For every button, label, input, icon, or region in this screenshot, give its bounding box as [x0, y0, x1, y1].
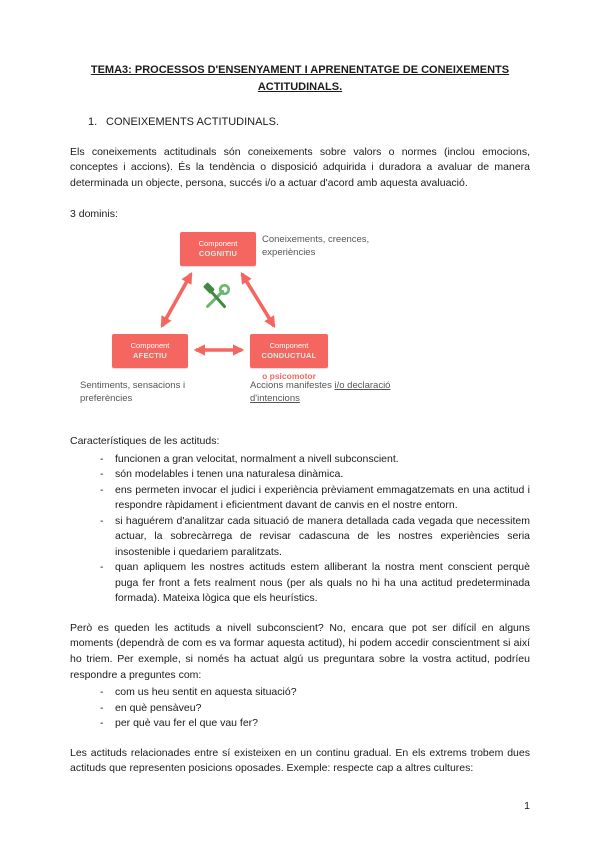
behavioral-label-plain: Accions manifestes [250, 380, 335, 392]
document-title-line1: TEMA3: PROCESSOS D'ENSENYAMENT I APRENENTATGE DE CONEIXEMENTS [90, 64, 510, 76]
list-item-text: si haguérem d'analitzar cada situació de manera detallada cada vegada que necessitem actuar, la sobrecàrrega de revisar cadascuna de les nostres experiències seria insostenible i quedariem paralitzats. [115, 514, 530, 558]
document-title-line2: ACTITUDINALS. [257, 80, 343, 93]
list-item-text: com us heu sentit en aquesta situació? [115, 686, 297, 699]
component-cognitive-line1: Component [198, 239, 238, 249]
affective-label: Sentiments, sensacions i preferències [80, 380, 186, 404]
bullet-marker: - [100, 468, 104, 481]
tools-icon [200, 282, 232, 314]
list-item [70, 716, 530, 732]
component-cognitive-box [180, 232, 256, 266]
list-item [70, 560, 530, 607]
list-item-text: funcionen a gran velocitat, normalment a nivell subconscient. [115, 452, 399, 465]
behavioral-label-underlined: i/o declaració d'intencions [250, 380, 391, 404]
questions-list [70, 685, 530, 732]
component-affective-box [112, 334, 188, 368]
attitude-components-diagram [70, 230, 530, 412]
bullet-marker: - [100, 483, 104, 496]
section-title: CONEIXEMENTS ACTITUDINALS. [106, 116, 279, 128]
component-behavioral-line2: CONDUCTUAL [261, 351, 317, 361]
behavioral-label [250, 380, 415, 406]
component-cognitive-line2: COGNITIU [198, 249, 238, 259]
list-item [70, 483, 530, 514]
bullet-marker: - [100, 452, 104, 465]
list-item [70, 701, 530, 717]
component-affective-line1: Component [130, 341, 170, 351]
psychomotor-note: o psicomotor [262, 371, 316, 382]
intro-paragraph: Els coneixements actitudinals són coneixements sobre valors o normes (inclou emocions, conceptes i accions). És la tendència o disposició adquirida i duradora a avaluar de manera determinada un objecte, persona, succés i/o a actuar d'acord amb aquesta avaluació. [70, 145, 530, 189]
cognitive-label: Coneixements, creences, experiències [262, 234, 370, 258]
bullet-marker: - [100, 701, 104, 714]
component-affective-line2: AFECTIU [133, 351, 167, 361]
characteristics-list [70, 452, 530, 607]
bullet-marker: - [100, 686, 104, 699]
list-item [70, 685, 530, 701]
characteristics-heading: Característiques de les actituds: [70, 435, 220, 448]
page-number: 1 [524, 800, 530, 812]
component-behavioral-box [250, 334, 328, 368]
list-item-text: ens permeten invocar el judici i experiència prèviament emmagatzemats en una actitud i respondre ràpidament i eficientment davant de canvis en el nostre entorn. [115, 483, 530, 512]
section-number: 1. [88, 116, 98, 128]
domains-label: 3 dominis: [70, 207, 118, 220]
arrow-cognitive-behavioral [242, 274, 274, 326]
list-item [70, 467, 530, 483]
subconscious-paragraph: Però es queden les actituds a nivell subconscient? No, encara que pot ser difícil en alguns moments (dependrà de com es va formar aquesta actitud), hi podem accedir conscientment si així ho triem. Per exemple, si només ha actuat algú us preguntara sobre la vostra actitud, podríeu respondre a preguntes com: [70, 621, 530, 681]
list-item-text: per què vau fer el que vau fer? [115, 717, 259, 730]
bullet-marker: - [100, 514, 104, 527]
section-heading [70, 115, 530, 131]
list-item-text: quan apliquem les nostres actituds estem alliberant la nostra ment conscient perquè puga fer front a fets realment nous (per als quals no hi ha una actitud predeterminada formada). Mateixa lògica que els heurístics. [115, 561, 530, 605]
bullet-marker: - [100, 561, 104, 574]
arrow-cognitive-affective [162, 274, 191, 326]
list-item [70, 514, 530, 561]
list-item-text: en què pensàveu? [115, 701, 202, 714]
continuum-paragraph: Les actituds relacionades entre sí existeixen en un continu gradual. En els extrems trobem dues actituds que representen posicions oposades. Exemple: respecte cap a altres cultures: [70, 746, 530, 775]
component-behavioral-line1: Component [269, 341, 309, 351]
list-item-text: són modelables i tenen una naturalesa dinàmica. [115, 468, 344, 481]
bullet-marker: - [100, 717, 104, 730]
list-item [70, 452, 530, 468]
document-title [70, 62, 530, 95]
